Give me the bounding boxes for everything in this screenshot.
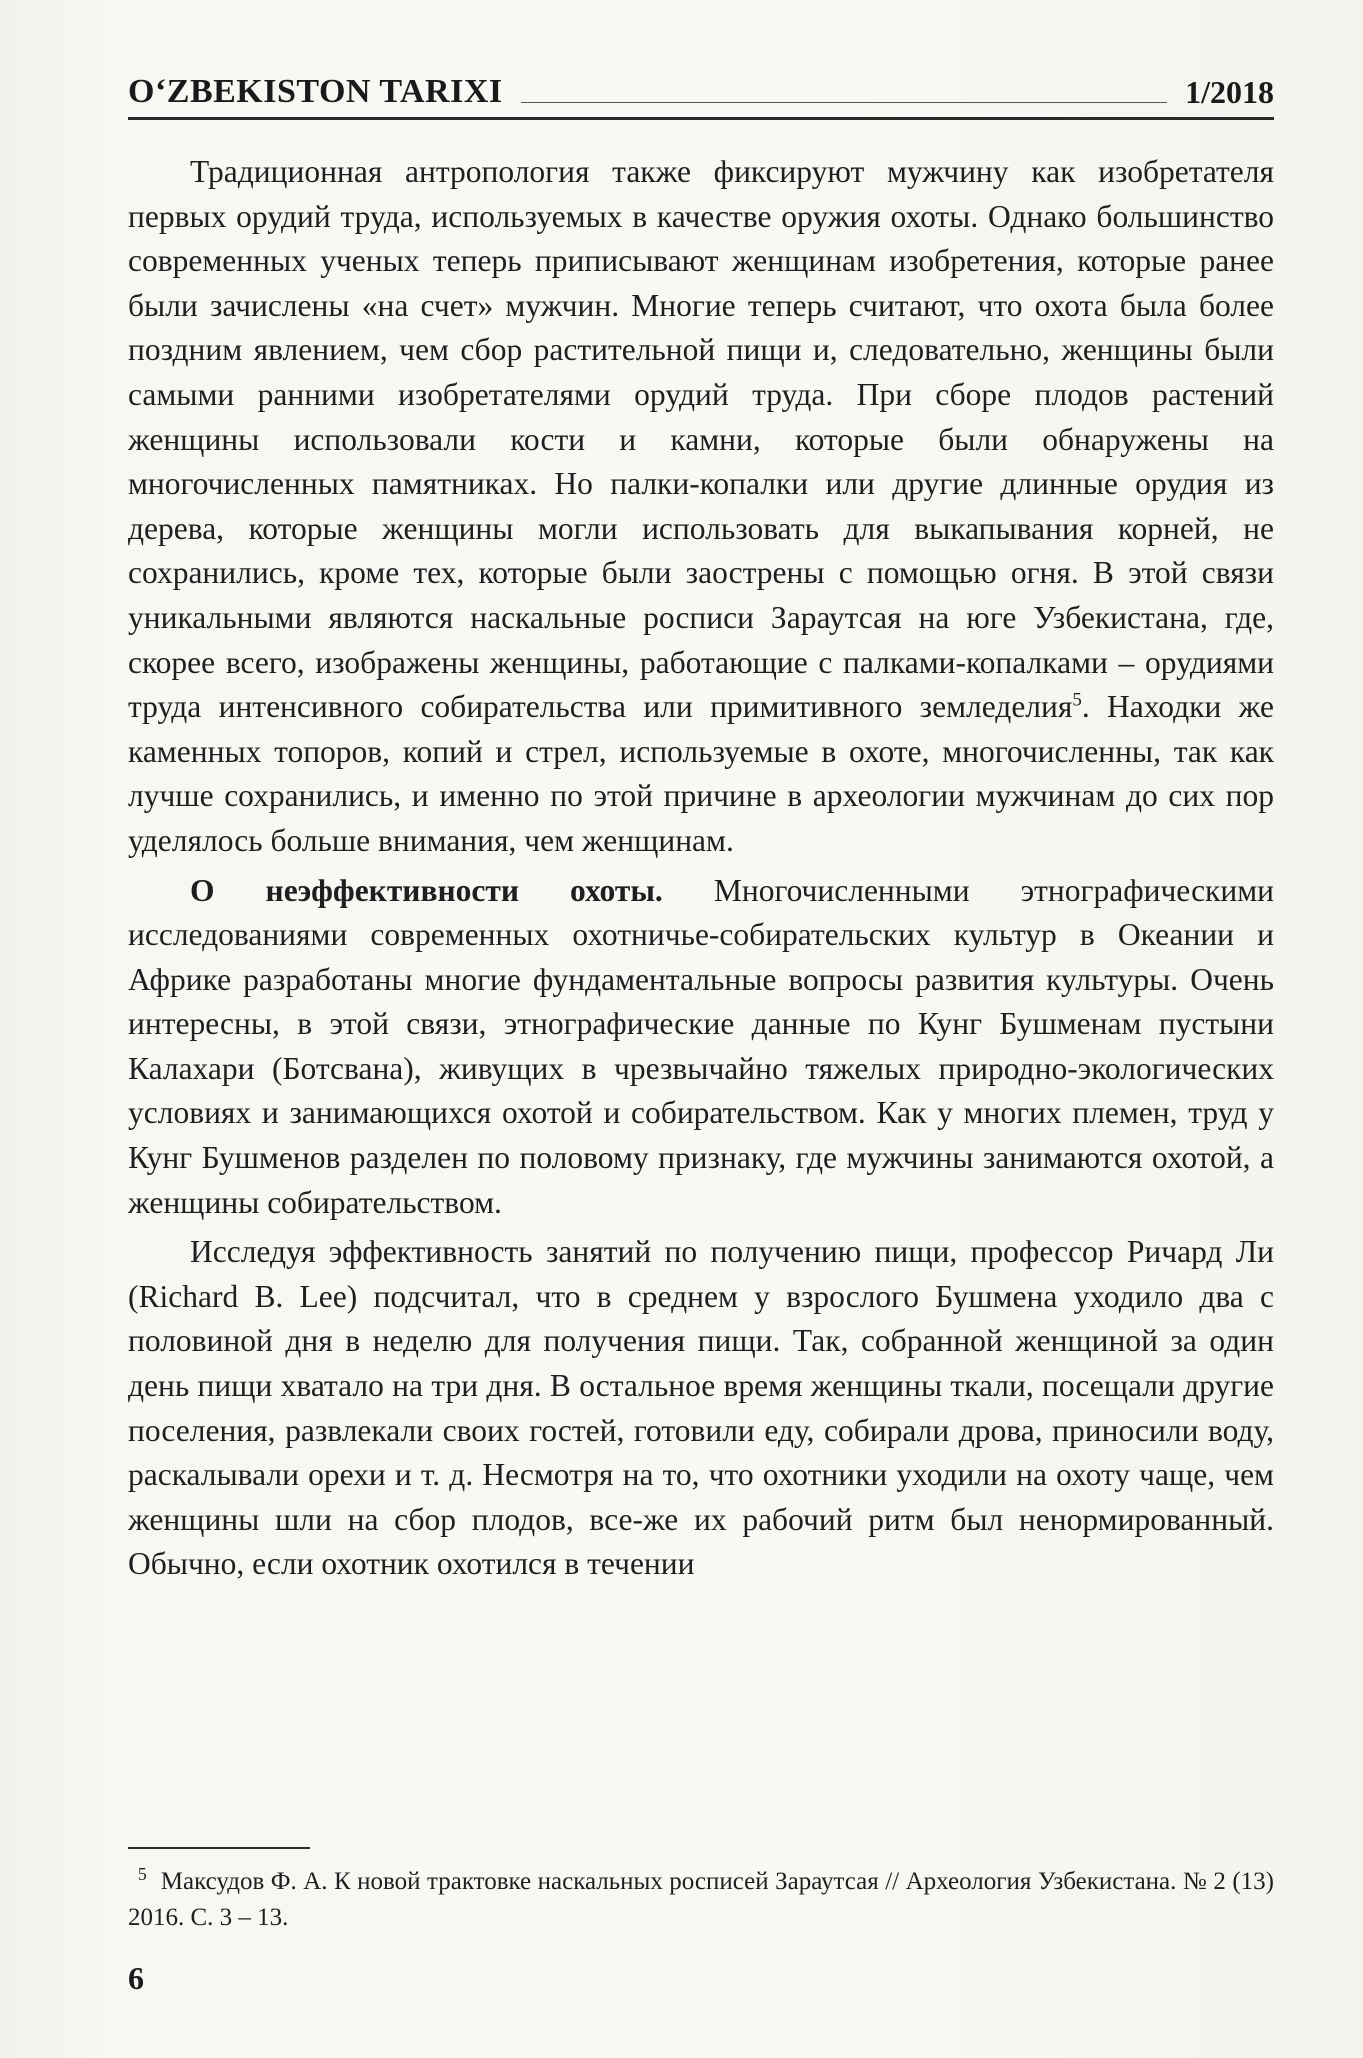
footnote-rule — [128, 1847, 310, 1849]
journal-title: O‘ZBEKISTON TARIXI — [128, 73, 503, 110]
page-number: 6 — [128, 1960, 144, 1996]
issue-number: 1/2018 — [1185, 74, 1274, 110]
body-text — [128, 150, 1274, 1587]
paragraph-2-text: Многочисленными этнографическими исследованиями современных охотничье-собирательских культур в Океании и Африке разработаны многие фундаментальные вопросы развития культуры. Очень интересны, в этой связи, этнографические данные по Кунг Бушменам пустыни Калахари (Ботсвана), живущих в чрезвычайно тяжелых природно-экологических условиях и занимающихся охотой и собирательством. Как у многих племен, труд у Кунг Бушменов разделен по половому признаку, где мужчины занимаются охотой, а женщины собирательством. — [128, 872, 1274, 1220]
footnote-marker: 5 — [138, 1863, 147, 1884]
paragraph-3 — [128, 1230, 1274, 1587]
header-rule — [521, 102, 1167, 103]
paragraph-1-text: Традиционная антропология также фиксируют мужчину как изобретателя первых орудий труда, используемых в качестве оружия охоты. Однако большинство современных ученых теперь приписывают женщинам изобретения, которые ранее были зачислены «на счет» мужчин. Многие теперь считают, что охота была более поздним явлением, чем сбор растительной пищи и, следовательно, женщины были самыми ранними изобретателями орудий труда. При сборе плодов растений женщины использовали кости и камни, которые были обнаружены на многочисленных памятниках. Но палки-копалки или другие длинные орудия из дерева, которые женщины могли использовать для выкапывания корней, не сохранились, кроме тех, которые были заострены с помощью огня. В этой связи уникальными являются наскальные росписи Зараутсая на юге Узбекистана, где, скорее всего, изображены женщины, работающие с палками-копалками – орудиями труда интенсивного собирательства или примитивного земледелия — [128, 154, 1274, 725]
paragraph-3-text: Исследуя эффективность занятий по получению пищи, профессор Ричард Ли (Richard B. Lee) подсчитал, что в среднем у взрослого Бушмена уходило два с половиной дня в неделю для получения пищи. Так, собранной женщиной за один день пищи хватало на три дня. В остальное время женщины ткали, посещали другие поселения, развлекали своих гостей, готовили еду, собирали дрова, приносили воду, раскалывали орехи и т. д. Несмотря на то, что охотники уходили на охоту чаще, чем женщины шли на сбор плодов, все-же их рабочий ритм был ненормированный. Обычно, если охотник охотился в течении — [128, 1234, 1274, 1582]
footnote-reference[interactable]: 5 — [1072, 689, 1082, 711]
paragraph-2 — [128, 869, 1274, 1226]
running-header — [128, 64, 1274, 120]
paragraph-1 — [128, 150, 1274, 864]
footnote — [128, 1864, 1274, 1936]
footnote-text: Максудов Ф. А. К новой трактовке наскальных росписей Зараутсая // Археология Узбекистана. № 2 (13) 2016. С. 3 – 13. — [128, 1868, 1274, 1931]
section-lead-heading: О неэффективности охоты. — [190, 872, 663, 908]
paragraph-1-continuation: . Находки же каменных топоров, копий и стрел, используемые в охоте, многочисленны, так как лучше сохранились, и именно по этой причине в археологии мужчинам до сих пор уделялось больше внимания, чем женщинам. — [128, 689, 1274, 858]
